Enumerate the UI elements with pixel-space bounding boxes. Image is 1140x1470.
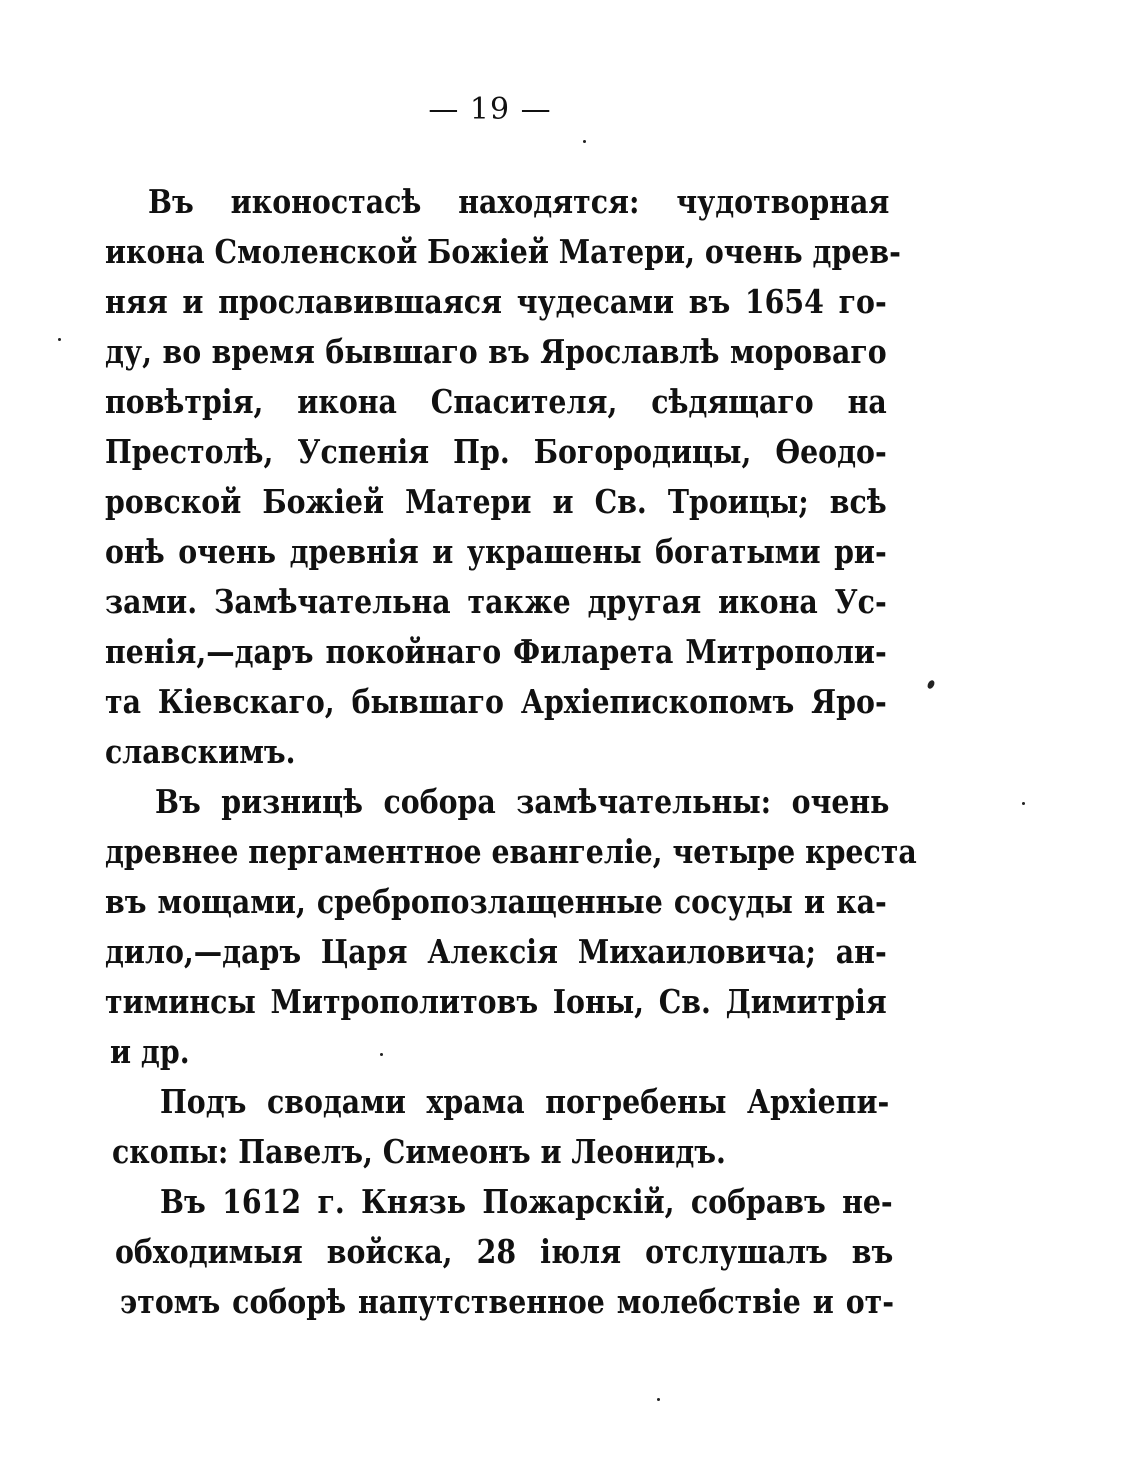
text-line: этомъ соборѣ напутственное молебствіе и от-: [120, 1282, 894, 1321]
text-line: пенія,—даръ покойнаго Филарета Митрополи-: [105, 632, 887, 671]
page-number: — 19 —: [428, 92, 552, 127]
text-line: въ мощами, сребропозлащенные сосуды и ка-: [105, 882, 887, 921]
text-line: Подъ сводами храма погребены Архіепи-: [160, 1082, 890, 1121]
print-speck: [583, 140, 586, 143]
print-speck: [380, 1053, 383, 1056]
print-speck: [926, 679, 936, 690]
print-speck: [1022, 802, 1025, 805]
text-line: Въ иконостасѣ находятся: чудотворная: [148, 182, 890, 221]
text-line: онѣ очень древнія и украшены богатыми ри-: [105, 532, 887, 571]
text-line: ду, во время бывшаго въ Ярославлѣ мороваго: [105, 332, 887, 371]
text-line: няя и прославившаяся чудесами въ 1654 го-: [105, 282, 887, 321]
print-speck: [657, 1398, 660, 1401]
text-line: зами. Замѣчательна также другая икона Ус-: [105, 582, 887, 621]
text-line: славскимъ.: [105, 732, 296, 771]
text-line: та Кіевскаго, бывшаго Архіепископомъ Яро-: [105, 682, 887, 721]
text-line: скопы: Павелъ, Симеонъ и Леонидъ.: [112, 1132, 726, 1171]
text-line: обходимыя войска, 28 іюля отслушалъ въ: [115, 1232, 894, 1271]
text-line: тиминсы Митрополитовъ Іоны, Св. Димитрія: [105, 982, 887, 1021]
text-line: ровской Божіей Матери и Св. Троицы; всѣ: [105, 482, 887, 521]
print-speck: [58, 338, 61, 341]
text-line: повѣтрія, икона Спасителя, сѣдящаго на: [105, 382, 887, 421]
text-line: дило,—даръ Царя Алексія Михаиловича; ан-: [105, 932, 887, 971]
text-line: древнее пергаментное евангеліе, четыре креста: [105, 832, 917, 871]
text-line: Въ 1612 г. Князь Пожарскій, собравъ не-: [160, 1182, 893, 1221]
text-line: и др.: [110, 1032, 190, 1071]
text-line: Въ ризницѣ собора замѣчательны: очень: [155, 782, 890, 821]
text-line: Престолѣ, Успенія Пр. Богородицы, Ѳеодо-: [105, 432, 887, 471]
text-line: икона Смоленской Божіей Матери, очень древ-: [105, 232, 901, 271]
